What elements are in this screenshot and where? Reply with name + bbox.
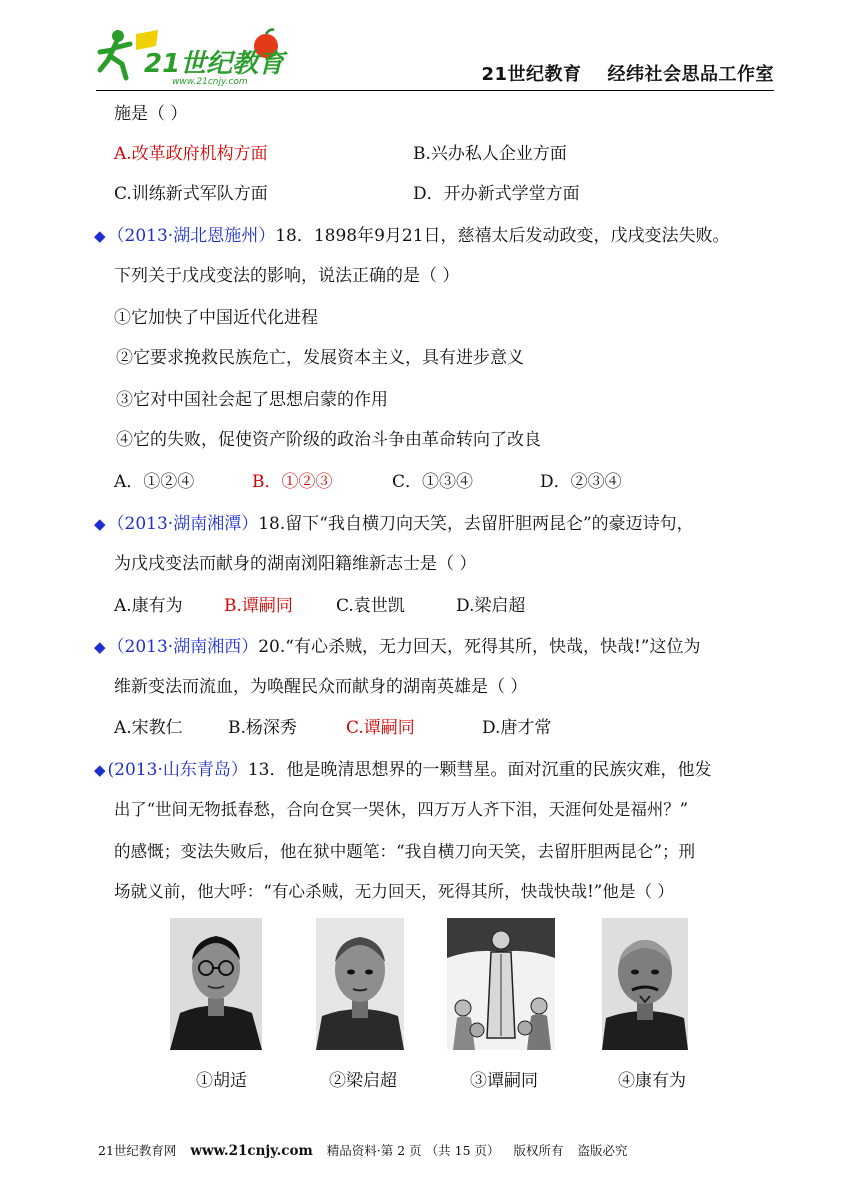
footer-rights: 版权所有 xyxy=(513,1143,564,1158)
diamond-bullet-icon: ◆ xyxy=(94,761,106,779)
q20-option-d: D.唐才常 xyxy=(482,718,552,738)
prev-option-c: C.训练新式军队方面 xyxy=(114,184,268,204)
q18b-option-b: B.谭嗣同 xyxy=(224,596,293,616)
question-13-stem-line3: 的感慨；变法失败后，他在狱中题笔：“我自横刀向天笑，去留肝胆两昆仑”；刑 xyxy=(114,842,696,861)
q20-option-b: B.杨深秀 xyxy=(228,718,297,738)
portrait-liang-qichao xyxy=(316,918,404,1050)
question-text: 18．1898年9月21日，慈禧太后发动政变，戊戌变法失败。 xyxy=(275,226,730,246)
question-18-enshi-stem-line2: 下列关于戊戌变法的影响，说法正确的是（ ） xyxy=(114,266,460,286)
question-source: (2013·山东青岛） xyxy=(107,760,248,780)
portrait-tan-sitong xyxy=(447,918,555,1050)
question-20-xiangxi-stem-line1 xyxy=(94,637,700,657)
question-13-stem-line2: 出了“世间无物抵春愁，合向仓冥一哭休，四万万人齐下泪，天涯何处是福州？” xyxy=(114,800,689,819)
question-source: （2013·湖南湘潭） xyxy=(107,514,259,534)
header-title xyxy=(481,60,774,86)
header-divider xyxy=(96,90,774,91)
q20-option-c: C.谭嗣同 xyxy=(346,718,415,738)
question-text: 18.留下“我自横刀向天笑，去留肝胆两昆仑”的豪迈诗句， xyxy=(258,514,694,534)
question-source: （2013·湖南湘西） xyxy=(107,637,259,657)
footer-page-info: 精品资料·第 2 页 （共 15 页） xyxy=(326,1143,500,1158)
caption-kang-youwei: ④康有为 xyxy=(618,1071,686,1091)
q18a-option-c: C．①③④ xyxy=(392,472,474,492)
diamond-bullet-icon: ◆ xyxy=(94,515,106,533)
question-text: 20.“有心杀贼，无力回天，死得其所，快哉，快哉!”这位为 xyxy=(258,637,701,657)
statement-3: ③它对中国社会起了思想启蒙的作用 xyxy=(116,390,388,410)
q18b-option-c: C.袁世凯 xyxy=(336,596,405,616)
caption-liang-qichao: ②梁启超 xyxy=(329,1071,397,1091)
q20-option-a: A.宋教仁 xyxy=(114,718,183,738)
logo-main-text: 21世纪教育 xyxy=(144,49,285,79)
footer-site: 21世纪教育网 xyxy=(98,1143,177,1158)
prev-option-b: B.兴办私人企业方面 xyxy=(413,144,567,164)
q18a-option-a: A．①②④ xyxy=(114,472,195,492)
question-13-stem-line4: 场就义前，他大呼：“有心杀贼，无力回天，死得其所，快哉快哉!”他是（ ） xyxy=(114,882,674,901)
q18a-option-d: D．②③④ xyxy=(540,472,622,492)
portrait-hu-shi xyxy=(170,918,262,1050)
portrait-kang-youwei xyxy=(602,918,688,1050)
q18a-option-b: B．①②③ xyxy=(252,472,333,492)
statement-2: ②它要求挽救民族危亡，发展资本主义，具有进步意义 xyxy=(116,348,524,368)
diamond-bullet-icon: ◆ xyxy=(94,638,106,656)
diamond-bullet-icon: ◆ xyxy=(94,227,106,245)
portrait-photos xyxy=(0,918,860,1053)
header-studio: 经纬社会思品工作室 xyxy=(607,64,774,85)
statement-1: ①它加快了中国近代化进程 xyxy=(114,308,318,328)
question-18-xiangtan-stem-line2: 为戊戌变法而献身的湖南浏阳籍维新志士是（ ） xyxy=(114,554,477,574)
prev-option-d: D．开办新式学堂方面 xyxy=(413,184,580,204)
footer-notice: 盗版必究 xyxy=(577,1143,628,1158)
question-18-xiangtan-stem-line1 xyxy=(94,514,694,534)
question-text: 13．他是晚清思想界的一颗彗星。面对沉重的民族灾难，他发 xyxy=(247,760,712,780)
question-source: （2013·湖北恩施州） xyxy=(107,226,276,246)
footer-url[interactable]: www.21cnjy.com xyxy=(190,1143,313,1159)
q18b-option-d: D.梁启超 xyxy=(456,596,526,616)
site-logo xyxy=(96,26,296,88)
statement-4: ④它的失败，促使资产阶级的政治斗争由革命转向了改良 xyxy=(116,430,541,450)
q18b-option-a: A.康有为 xyxy=(114,596,183,616)
question-20-xiangxi-stem-line2: 维新变法而流血，为唤醒民众而献身的湖南英雄是（ ） xyxy=(114,677,528,697)
caption-hu-shi: ①胡适 xyxy=(196,1071,247,1091)
header-org: 21世纪教育 xyxy=(481,64,582,85)
caption-tan-sitong: ③谭嗣同 xyxy=(470,1071,538,1091)
question-13-qingdao-stem-line1 xyxy=(94,760,712,780)
runner-icon xyxy=(100,30,130,78)
flag-icon xyxy=(136,30,158,50)
prev-question-stem-end: 施是（ ） xyxy=(114,104,188,124)
prev-option-a: A.改革政府机构方面 xyxy=(114,144,268,164)
page-footer xyxy=(98,1141,638,1159)
question-18-enshi-stem-line1 xyxy=(94,226,730,246)
logo-url-text: www.21cnjy.com xyxy=(172,77,248,87)
